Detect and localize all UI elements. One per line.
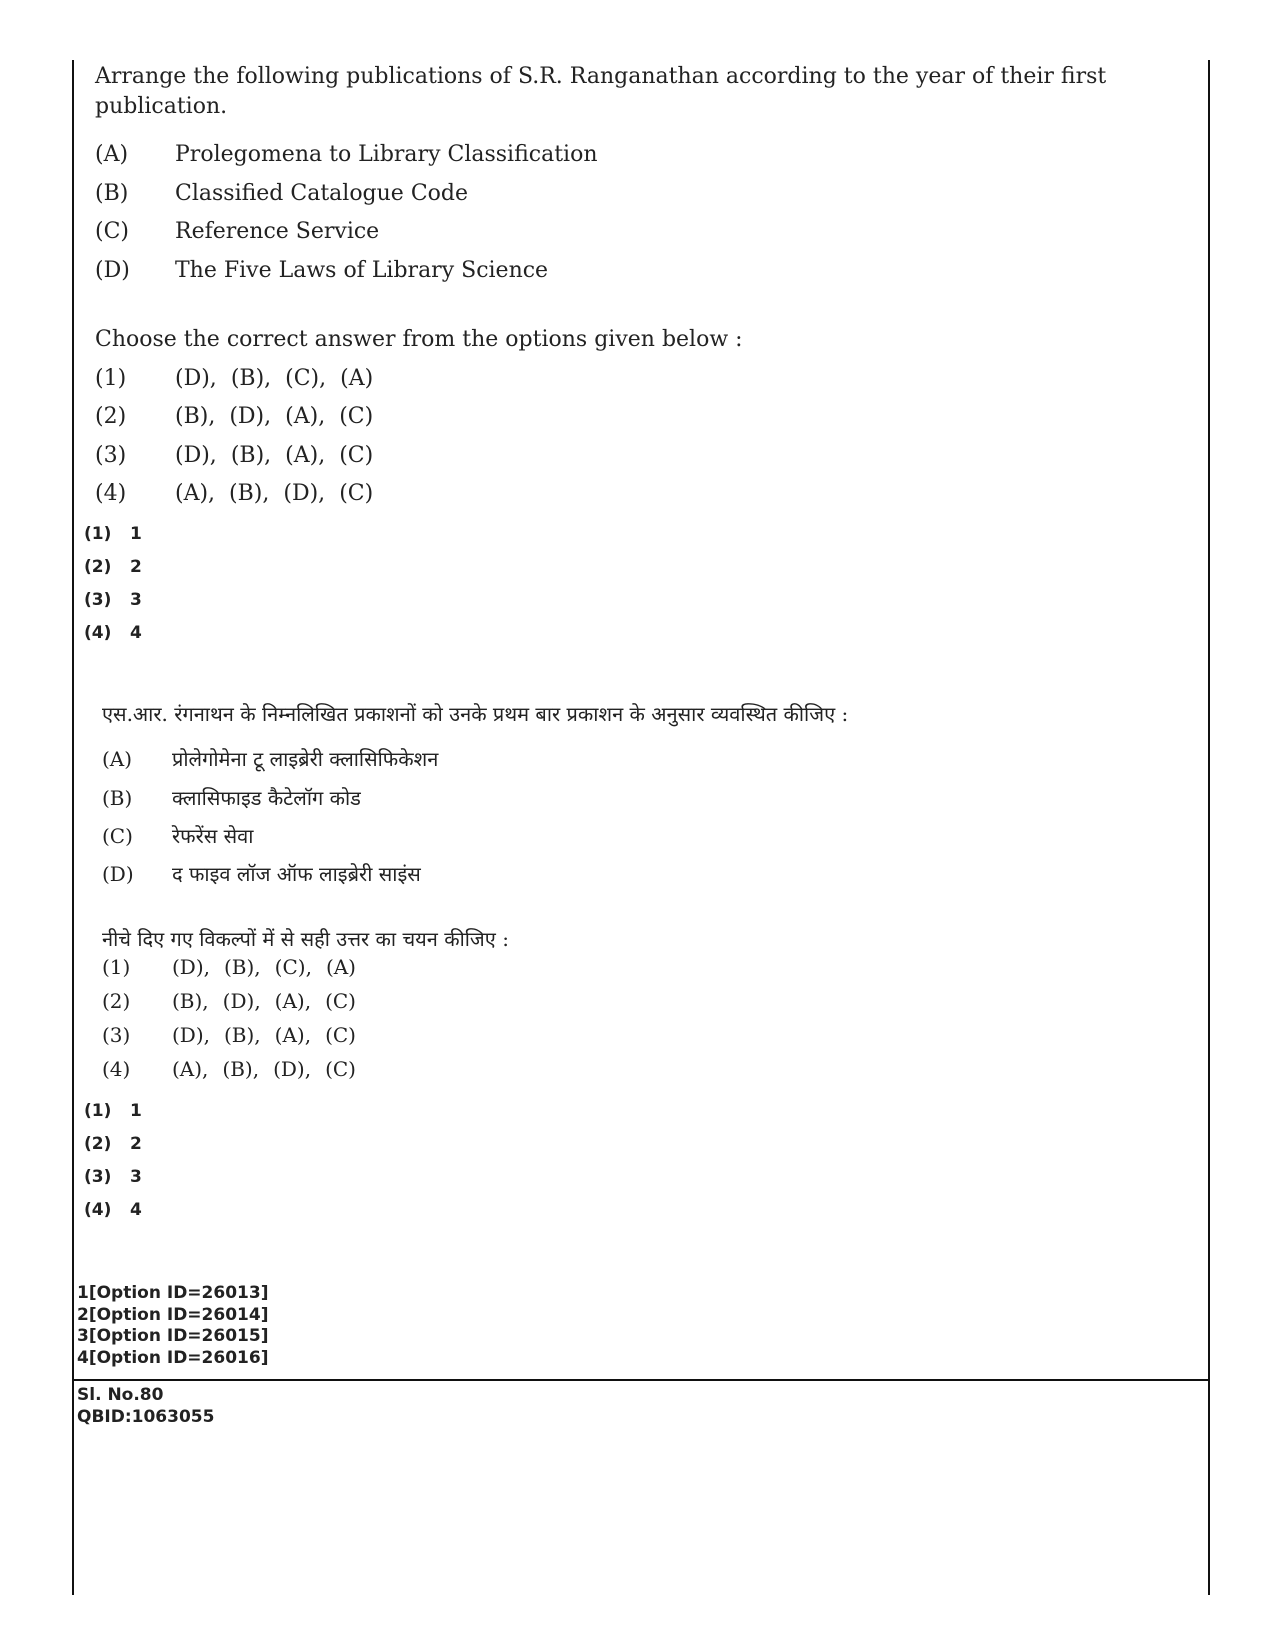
serial-number: Sl. No.80 — [77, 1385, 164, 1405]
item-label: (D) — [102, 862, 134, 886]
item-label: (A) — [95, 142, 129, 167]
option-sequence: (B), (D), (A), (C) — [172, 989, 356, 1013]
item-text: प्रोलेगोमेना टू लाइब्रेरी क्लासिफिकेशन — [172, 747, 439, 771]
option-label: (2) — [95, 404, 127, 429]
option-sequence: (D), (B), (A), (C) — [175, 443, 374, 468]
answer-choice-2[interactable] — [84, 557, 142, 577]
answer-choice-1[interactable] — [84, 524, 142, 544]
answer-choice-3[interactable] — [84, 1167, 142, 1187]
frame-left-border — [72, 60, 74, 1595]
english-item-c — [95, 219, 379, 244]
answer-key: (3) — [84, 1167, 112, 1187]
option-sequence: (A), (B), (D), (C) — [175, 481, 374, 506]
hindi-question-text: एस.आर. रंगनाथन के निम्नलिखित प्रकाशनों को उनके प्रथम बार प्रकाशन के अनुसार व्यवस्थित कीजिए : — [102, 702, 849, 726]
hindi-choose-instruction: नीचे दिए गए विकल्पों में से सही उत्तर का चयन कीजिए : — [102, 927, 509, 951]
answer-choice-4[interactable] — [84, 1200, 142, 1220]
option-label: (2) — [102, 989, 131, 1013]
item-text: क्लासिफाइड कैटेलॉग कोड — [172, 786, 361, 810]
option-id: 4[Option ID=26016] — [77, 1347, 269, 1368]
option-sequence: (A), (B), (D), (C) — [172, 1057, 356, 1081]
answer-value: 3 — [130, 1167, 142, 1187]
item-text: The Five Laws of Library Science — [175, 258, 549, 283]
option-label: (1) — [102, 955, 131, 979]
english-item-a — [95, 142, 598, 167]
option-label: (3) — [95, 443, 127, 468]
hindi-option-4 — [102, 1057, 370, 1081]
frame-right-border — [1208, 60, 1210, 1595]
item-label: (C) — [102, 824, 133, 848]
item-label: (B) — [102, 786, 133, 810]
item-label: (A) — [102, 747, 133, 771]
option-label: (4) — [102, 1057, 131, 1081]
option-sequence: (D), (B), (C), (A) — [172, 955, 356, 979]
answer-key: (2) — [84, 557, 112, 577]
item-text: Prolegomena to Library Classification — [175, 142, 598, 167]
english-question-text: Arrange the following publications of S.R. Ranganathan according to the year of their first publication. — [95, 64, 1107, 119]
hindi-option-1 — [102, 955, 370, 979]
next-question-meta — [77, 1384, 214, 1428]
answer-value: 4 — [130, 623, 142, 643]
option-label: (3) — [102, 1023, 131, 1047]
answer-key: (3) — [84, 590, 112, 610]
answer-key: (2) — [84, 1134, 112, 1154]
option-sequence: (D), (B), (C), (A) — [175, 366, 374, 391]
question-separator — [72, 1379, 1210, 1381]
hindi-item-d — [102, 860, 421, 887]
answer-value: 3 — [130, 590, 142, 610]
answer-key: (1) — [84, 1101, 112, 1121]
hindi-item-c — [102, 822, 253, 849]
english-option-3 — [95, 443, 387, 468]
english-option-2 — [95, 404, 387, 429]
answer-value: 2 — [130, 1134, 142, 1154]
question-bank-id: QBID:1063055 — [77, 1407, 215, 1427]
item-label: (B) — [95, 181, 129, 206]
answer-choice-2[interactable] — [84, 1134, 142, 1154]
option-label: (1) — [95, 366, 127, 391]
option-sequence: (B), (D), (A), (C) — [175, 404, 374, 429]
answer-value: 4 — [130, 1200, 142, 1220]
english-item-b — [95, 181, 468, 206]
option-label: (4) — [95, 481, 127, 506]
option-id: 2[Option ID=26014] — [77, 1304, 269, 1325]
english-choose-instruction: Choose the correct answer from the options given below : — [95, 327, 743, 352]
english-option-4 — [95, 481, 387, 506]
answer-value: 1 — [130, 1101, 142, 1121]
option-id: 1[Option ID=26013] — [77, 1283, 269, 1303]
answer-value: 2 — [130, 557, 142, 577]
answer-key: (1) — [84, 524, 112, 544]
answer-key: (4) — [84, 623, 112, 643]
answer-value: 1 — [130, 524, 142, 544]
hindi-option-3 — [102, 1023, 370, 1047]
hindi-option-2 — [102, 989, 370, 1013]
english-option-1 — [95, 366, 387, 391]
answer-choice-3[interactable] — [84, 590, 142, 610]
item-text: द फाइव लॉज ऑफ लाइब्रेरी साइंस — [172, 862, 421, 886]
item-text: Classified Catalogue Code — [175, 181, 469, 206]
answer-key: (4) — [84, 1200, 112, 1220]
option-sequence: (D), (B), (A), (C) — [172, 1023, 356, 1047]
hindi-item-a — [102, 745, 438, 772]
item-text: Reference Service — [175, 219, 380, 244]
option-id: 3[Option ID=26015] — [77, 1326, 269, 1346]
answer-choice-1[interactable] — [84, 1101, 142, 1121]
hindi-item-b — [102, 784, 361, 811]
item-text: रेफरेंस सेवा — [172, 824, 254, 848]
option-id-list — [77, 1283, 268, 1369]
answer-choice-4[interactable] — [84, 623, 142, 643]
item-label: (C) — [95, 219, 129, 244]
english-item-d — [95, 258, 548, 283]
item-label: (D) — [95, 258, 130, 283]
